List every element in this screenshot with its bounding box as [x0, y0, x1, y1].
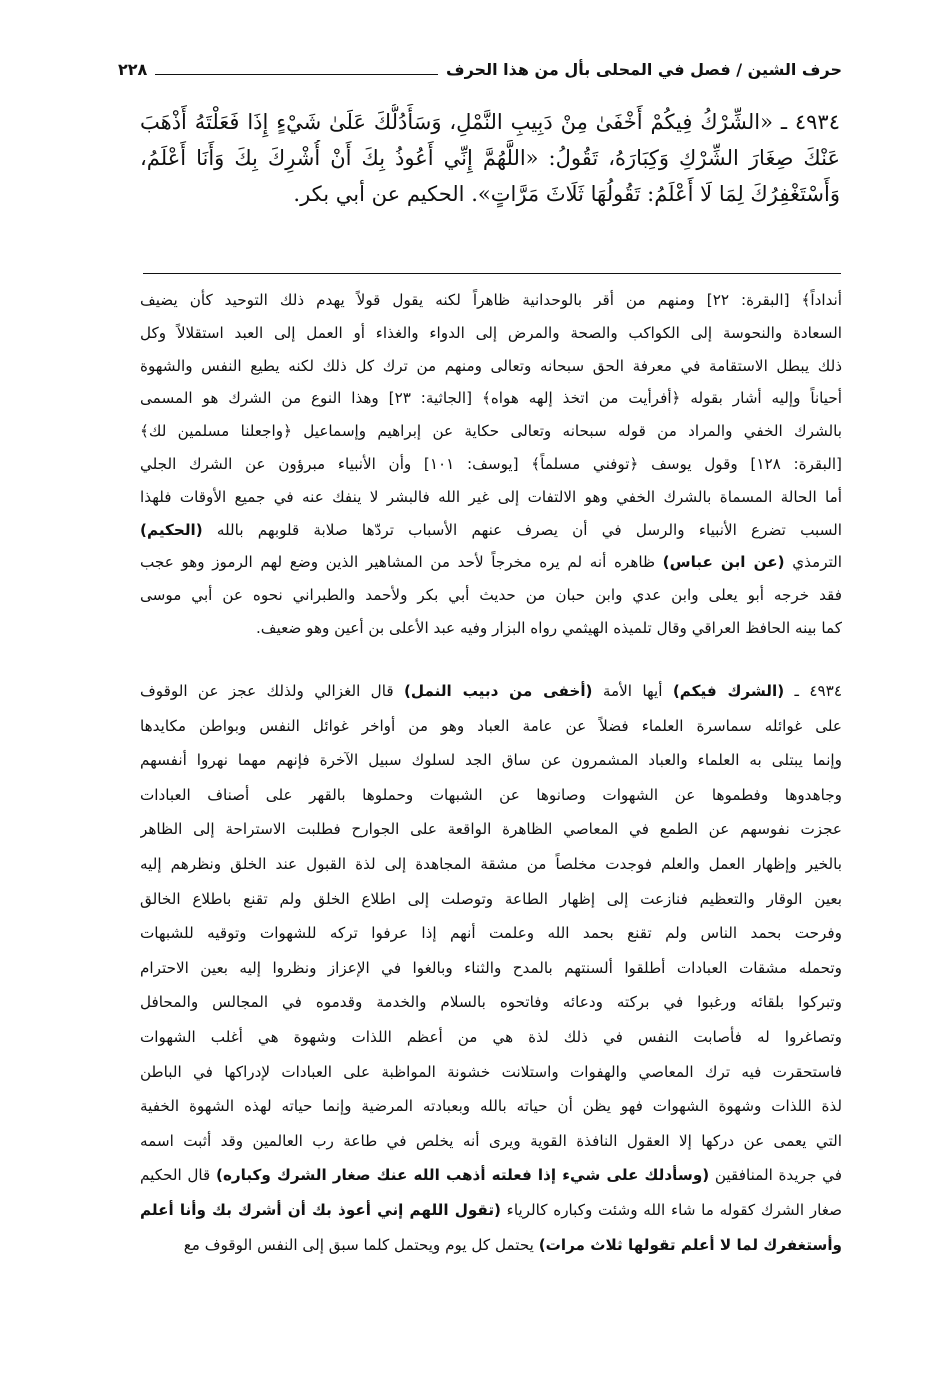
header-rule — [155, 74, 438, 75]
text-segment: صغار الشرك كقوله ما شاء الله وشئت وكباره كالرياء — [500, 1200, 842, 1219]
footnote-line — [140, 350, 842, 383]
text-segment: وتحمله مشقات العبادات أطلقوا ألسنتهم بالمدح والثناء وبالغوا في الإعزاز ونظروا إليه بعين الاحترام — [140, 958, 842, 977]
text-segment: [البقرة: ١٢٨] وقول يوسف ﴿توفني مسلماً﴾ [يوسف: ١٠١] وأن الأنبياء مبرؤون عن الشرك الجلي — [140, 454, 842, 473]
footnote-line — [140, 514, 842, 547]
page-number: ٢٢٨ — [118, 59, 148, 79]
footnote-line — [140, 1020, 842, 1055]
footnote-line — [140, 448, 842, 481]
text-segment: أنداداً﴾ [البقرة: ٢٢] ومنهم من أقر بالوحدانية ظاهراً لكنه يقول قولاً يهدم ذلك التوحيد كأن يضيف — [140, 291, 842, 309]
text-segment: قال الغزالي ولذلك عجز عن الوقوف — [140, 682, 404, 700]
text-segment: قال الحكيم — [140, 1166, 216, 1185]
footnote-continuation — [140, 284, 842, 645]
footnote-line — [140, 382, 842, 415]
footnote-line — [140, 743, 842, 778]
bold-quote: (الحكيم) — [140, 520, 203, 539]
text-segment: السعادة والنحوسة إلى الكواكب والصحة والمرض إلى الدواء والغذاء أو العمل إلى العبد استقلالاً وكل — [140, 323, 842, 342]
hadith-text — [140, 104, 840, 212]
text-segment: ٤٩٣٤ ـ — [784, 682, 842, 700]
text-segment: فقد خرجه أبو يعلى وابن عدي وابن حبان من حديث أبي بكر ولأحمد والطبراني نحوه عن أبي موسى — [140, 586, 842, 605]
footnote-line — [140, 481, 842, 514]
text-segment: وإنما يبتلى به العلماء والعباد المشمرون عن ساق الجد لسلوك سبيل الآخرة فإنهم مهما نهروا أنفسهم — [140, 751, 842, 770]
text-segment: بالخير وإظهار العمل والعلم فوجدت مخلصاً من مشقة المجاهدة إلى لذة القبول عند الخلق ونظرهم إليه — [140, 854, 842, 873]
text-segment: التي يعمى عن دركها إلا العقول النافذة القوية ويرى أنه يخلص في طاعة رب العالمين وقد أثبت اسمه — [140, 1131, 842, 1150]
footnote-line — [140, 546, 842, 579]
text-segment: في جريدة المنافقين — [709, 1166, 842, 1185]
running-header — [118, 54, 842, 84]
text-segment: وتصاغروا له فأصابت النفس في ذلك لذة هي من أعظم اللذات وشهوة هي أغلب الشهوات — [140, 1027, 842, 1046]
footnote-line — [140, 1193, 842, 1228]
text-segment: فاستحقرت فيه ترك المعاصي والهفوات واستلانت خشونة المواظبة على العبادات لإدراكها في الباطن — [140, 1062, 842, 1081]
running-title: حرف الشين / فصل في المحلى بأل من هذا الحرف — [446, 59, 842, 79]
bold-quote: (الشرك فيكم) — [672, 682, 785, 700]
footnote-line — [140, 951, 842, 986]
footnote-line — [140, 985, 842, 1020]
footnote-line — [140, 284, 842, 317]
hadith-line: عَنْكَ صِغَارَ الشِّرْكِ وَكِبَارَهُ، تَقُولُ: «اللَّهُمَّ إِنِّي أَعُوذُ بِكَ أَنْ أُشْرِكَ بِكَ وَأَنَا أَعْلَمُ، — [140, 146, 840, 170]
text-segment: بالشرك الخفي والمراد من قوله سبحانه وتعالى حكاية عن إبراهيم وإسماعيل ﴿واجعلنا مسلمين لك﴾ — [140, 422, 842, 441]
footnote-line — [140, 778, 842, 813]
text-segment: أما الحالة المسماة بالشرك الخفي وهو الالتفات إلى غير الله فالبشر لا ينفك عنه في جميع الأوقات فلهذا — [140, 487, 842, 506]
text-segment: وفرحت بحمد الناس ولم تقنع بحمد الله وعلمت أنهم إذا عرفوا تركه للشهوات وتوقيه للشبهات — [140, 924, 842, 943]
footnote-line — [140, 847, 842, 882]
text-segment: عجزت نفوسهم عن الطمع في المعاصي الظاهرة الواقعة على الجوارح فطلبت الاستراحة إلى الظاهر — [140, 820, 842, 839]
footnote-separator — [143, 273, 841, 274]
footnote-line — [140, 882, 842, 917]
footnote-line — [140, 579, 842, 612]
footnote-line — [140, 1228, 842, 1263]
footnote-line — [140, 812, 842, 847]
text-segment: أحياناً وإليه أشار بقوله ﴿أفرأيت من اتخذ إلهه هواه﴾ [الجاثية: ٢٣] وهذا النوع من الشرك هو المسمى — [140, 389, 842, 408]
text-segment: وتبركوا بلقائه ورغبوا في بركته ودعائه وفاتحوه بالسلام والخدمة وقدموه في المجالس والمحافل — [140, 993, 842, 1012]
footnote-line — [140, 916, 842, 951]
text-segment: السبب تضرع الأنبياء والرسل في أن يصرف عنهم الأسباب تردّها صلابة قلوبهم بالله — [202, 520, 842, 539]
text-segment: يحتمل كل يوم ويحتمل كلما سبق إلى النفس الوقوف مع — [183, 1235, 539, 1254]
footnote-line — [140, 1158, 842, 1193]
text-segment: لذة اللذات وشهوة الشهوات فهو يظن أن حياته بالله وبعبادته المرضية وإنما حياته لهذه الشهوة الخفية — [140, 1097, 842, 1116]
bold-quote: (أخفى من دبيب النمل) — [403, 682, 593, 700]
footnote-line — [140, 612, 842, 645]
footnote-line — [140, 1124, 842, 1159]
hadith-line: ٤٩٣٤ ـ «الشِّرْكُ فِيكُمْ أَخْفَىٰ مِنْ دَبِيبِ النَّمْلِ، وَسَأَدُلُّكَ عَلَىٰ شَيْءٍ إِذَا فَعَلْتَهُ أَذْهَبَ — [140, 110, 840, 134]
text-segment: أيها الأمة — [592, 682, 673, 700]
text-segment: ذلك يبطل الاستقامة في معرفة الحق سبحانه وتعالى ومنهم من ترك كل ذلك لكنه يطيع النفس والشهوة — [140, 356, 842, 375]
footnote-line — [140, 1089, 842, 1124]
text-segment: بعين الوقار والتعظيم فنازعت إلى إظهار الطاعة وتوصلت إلى اطلاع الخلق ولم تقنع باطلاع الخالق — [140, 889, 842, 908]
bold-quote: (عن ابن عباس) — [662, 553, 785, 572]
bold-quote: (وسأدلك على شيء إذا فعلته أذهب الله عنك صغار الشرك وكباره) — [216, 1166, 710, 1185]
text-segment: الترمذي — [784, 553, 842, 572]
footnote-line — [140, 317, 842, 350]
text-segment: على غوائله سماسرة العلماء فضلاً عن عامة العباد وهو من أواخر غوائل النفس وبواطن مكايدها — [140, 716, 842, 735]
footnote-commentary-4934 — [140, 674, 842, 1262]
footnote-line — [140, 1055, 842, 1090]
footnote-line — [140, 415, 842, 448]
text-segment: ظاهره أنه لم يره مخرجاً لأحد من المشاهير الذين وضع لهم الرموز وهو عجب — [140, 553, 663, 572]
text-segment: وجاهدوها وفطموها عن الشهوات وصانوها عن الشبهات وحملوها بالقهر على أصناف العبادات — [140, 785, 842, 804]
bold-quote: وأستغفرك لما لا أعلم تقولها ثلاث مرات) — [538, 1235, 842, 1254]
footnote-line — [140, 674, 842, 709]
hadith-line: وَأَسْتَغْفِرُكَ لِمَا لَا أَعْلَمُ: تَقُولُهَا ثَلَاثَ مَرَّاتٍ». الحكيم عن أبي بكر. — [293, 182, 840, 206]
footnote-line — [140, 709, 842, 744]
bold-quote: (تقول اللهم إني أعوذ بك أن أشرك بك وأنا أعلم — [140, 1200, 501, 1219]
text-segment: كما بينه الحافظ العراقي وقال تلميذه الهيثمي رواه البزار وفيه عبد الأعلى بن أعين وهو ضعيف. — [255, 618, 842, 637]
